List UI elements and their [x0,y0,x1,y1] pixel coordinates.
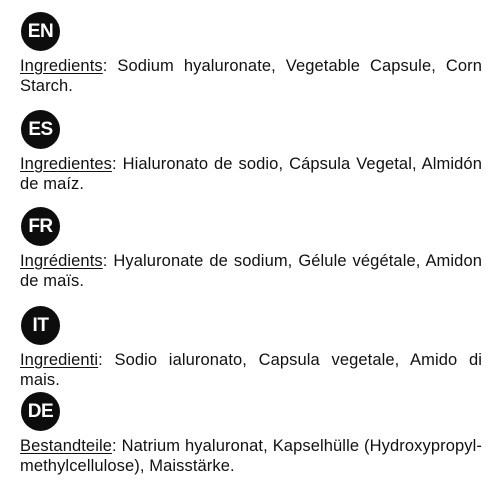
ingredients-text-it [20,350,482,390]
language-badge-fr: FR [21,207,60,246]
ingredients-text-fr [20,251,482,291]
section-it [20,306,482,390]
ingredients-label-es: Ingredientes [20,155,113,173]
ingredients-label-en: Ingredients [20,57,103,75]
separator-fr: : [102,252,108,270]
ingredients-text-de [20,436,482,476]
section-de [20,392,482,476]
ingredients-list-fr: Hyaluronate de sodium, Gélule végétale, Amidon de maïs. [20,252,482,290]
separator-en: : [102,57,108,75]
ingredients-list-es: Hialuronato de sodio, Cápsula Vegetal, Almidón de maíz. [20,155,482,193]
separator-es: : [112,155,117,173]
ingredients-text-es [20,154,482,194]
language-badge-es: ES [21,110,60,149]
ingredients-list-de: Natrium hyaluronat, Kapselhülle (Hydroxypropyl-methylcellulose), Maisstärke. [20,437,482,475]
language-badge-de: DE [21,392,60,431]
section-fr [20,207,482,291]
separator-de: : [112,437,117,455]
ingredients-list-en: Sodium hyaluronate, Vegetable Capsule, Corn Starch. [20,57,482,95]
language-badge-en: EN [21,12,60,51]
ingredients-label-it: Ingredienti [20,351,99,369]
ingredients-label-fr: Ingrédients [20,252,103,270]
section-en [20,12,482,96]
ingredients-label-de: Bestandteile [20,437,113,455]
section-es [20,110,482,194]
ingredients-text-en [20,56,482,96]
separator-it: : [98,351,103,369]
language-badge-it: IT [21,306,60,345]
ingredients-list-it: Sodio ialuronato, Capsula vegetale, Amido di mais. [20,351,482,389]
